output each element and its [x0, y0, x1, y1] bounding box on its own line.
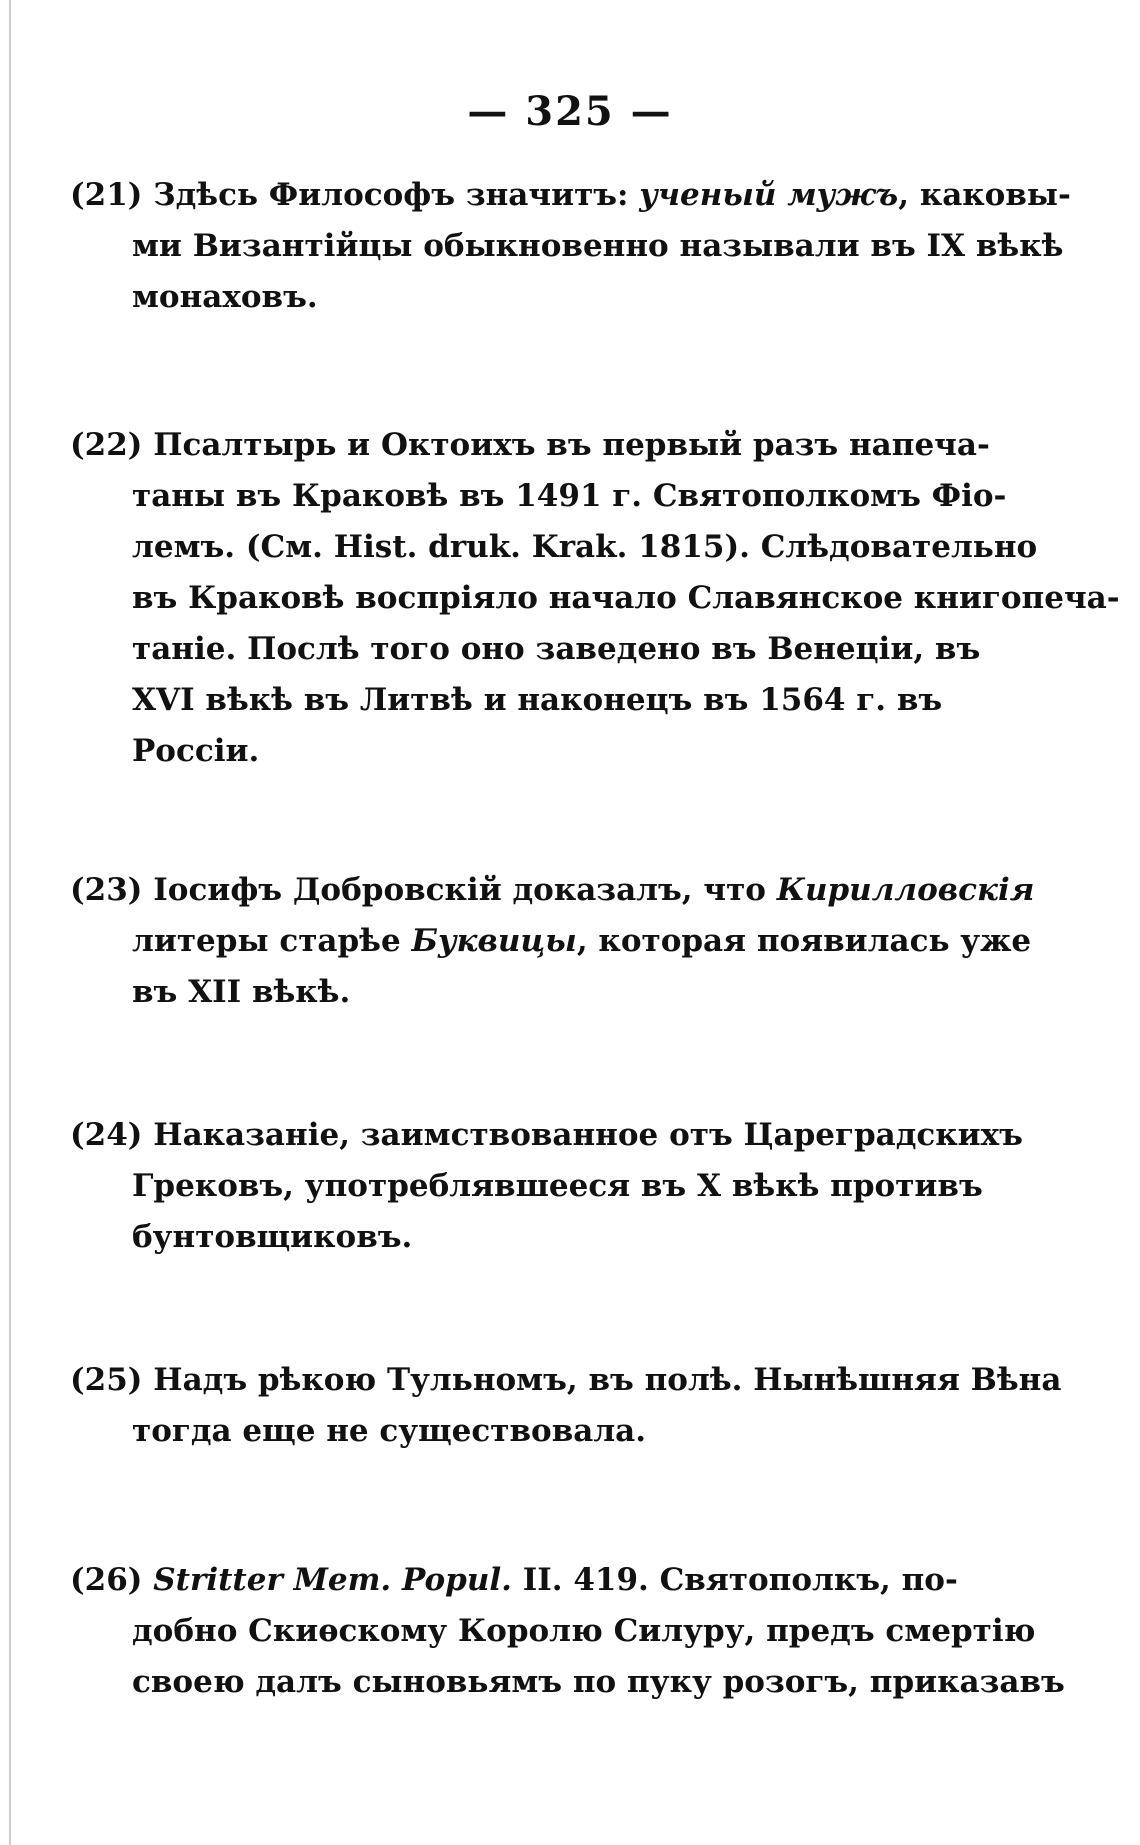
footnote-26 [70, 1555, 1065, 1708]
footnote-line: тогда еще не существовала. [132, 1413, 647, 1449]
footnote-line [70, 916, 1032, 967]
page-number: — 325 — [467, 88, 673, 135]
footnote-number: (24) [70, 1117, 143, 1153]
footnote-number: (21) [70, 177, 143, 213]
footnote-line: своею далъ сыновьямъ по пуку розогъ, приказавъ [132, 1664, 1065, 1700]
footnote-line: добно Скиѳскому Королю Силуру, предъ смертію [132, 1613, 1036, 1649]
footnote-24 [70, 1110, 1023, 1263]
footnote-line: Грековъ, употреблявшееся въ X вѣкѣ противъ [132, 1168, 983, 1204]
footnote-line: лемъ. (См. Hist. druk. Krak. 1815). Слѣдовательно [132, 529, 1038, 565]
footnote-line [70, 170, 1071, 221]
footnote-number: (26) [70, 1562, 143, 1598]
footnote-line: монаховъ. [132, 279, 318, 315]
footnote-text: II. 419. Святополкъ, по- [511, 1562, 958, 1598]
footnote-line: въ Краковѣ воспріяло начало Славянское книгопеча- [132, 580, 1120, 616]
footnote-22 [70, 420, 1120, 777]
footnote-number: (25) [70, 1362, 143, 1398]
footnote-italic-text: Stritter Mem. Popul. [153, 1562, 512, 1598]
footnote-23 [70, 865, 1035, 1018]
footnote-line: таны въ Краковѣ въ 1491 г. Святополкомъ Фіо- [132, 478, 1007, 514]
footnote-text: Надъ рѣкою Тульномъ, въ полѣ. Нынѣшняя Вѣна [153, 1362, 1062, 1398]
footnote-line: въ XII вѣкѣ. [132, 974, 351, 1010]
footnote-text: Іосифъ Добровскій доказалъ, что [153, 872, 777, 908]
footnote-line [70, 865, 1035, 916]
footnote-text: Здѣсь Философъ значитъ: [153, 177, 640, 213]
footnote-text: Наказаніе, заимствованное отъ Цареградскихъ [153, 1117, 1023, 1153]
footnote-line: Россіи. [132, 733, 260, 769]
footnote-text: литеры старѣе [132, 923, 412, 959]
footnote-line [70, 420, 990, 471]
footnote-line: бунтовщиковъ. [132, 1219, 413, 1255]
footnote-italic-text: Буквицы [411, 923, 577, 959]
footnote-21 [70, 170, 1071, 323]
footnote-text: , каковы- [898, 177, 1071, 213]
footnote-italic-text: ученый мужъ [639, 177, 899, 213]
footnote-text: Псалтырь и Октоихъ въ первый разъ напеча- [153, 427, 990, 463]
footnote-line [70, 1355, 1062, 1406]
footnote-25 [70, 1355, 1062, 1457]
page-edge-line [9, 0, 11, 1845]
footnote-italic-text: Кирилловскія [776, 872, 1035, 908]
footnote-line: XVI вѣкѣ въ Литвѣ и наконецъ въ 1564 г. въ [132, 682, 943, 718]
footnote-number: (23) [70, 872, 143, 908]
footnote-line [70, 1555, 970, 1606]
footnote-text: , которая появилась уже [576, 923, 1032, 959]
footnote-number: (22) [70, 427, 143, 463]
footnote-line: ми Византійцы обыкновенно называли въ IX вѣкѣ [132, 228, 1064, 264]
footnote-line: таніе. Послѣ того оно заведено въ Венеціи, въ [132, 631, 981, 667]
footnote-line [70, 1110, 1023, 1161]
